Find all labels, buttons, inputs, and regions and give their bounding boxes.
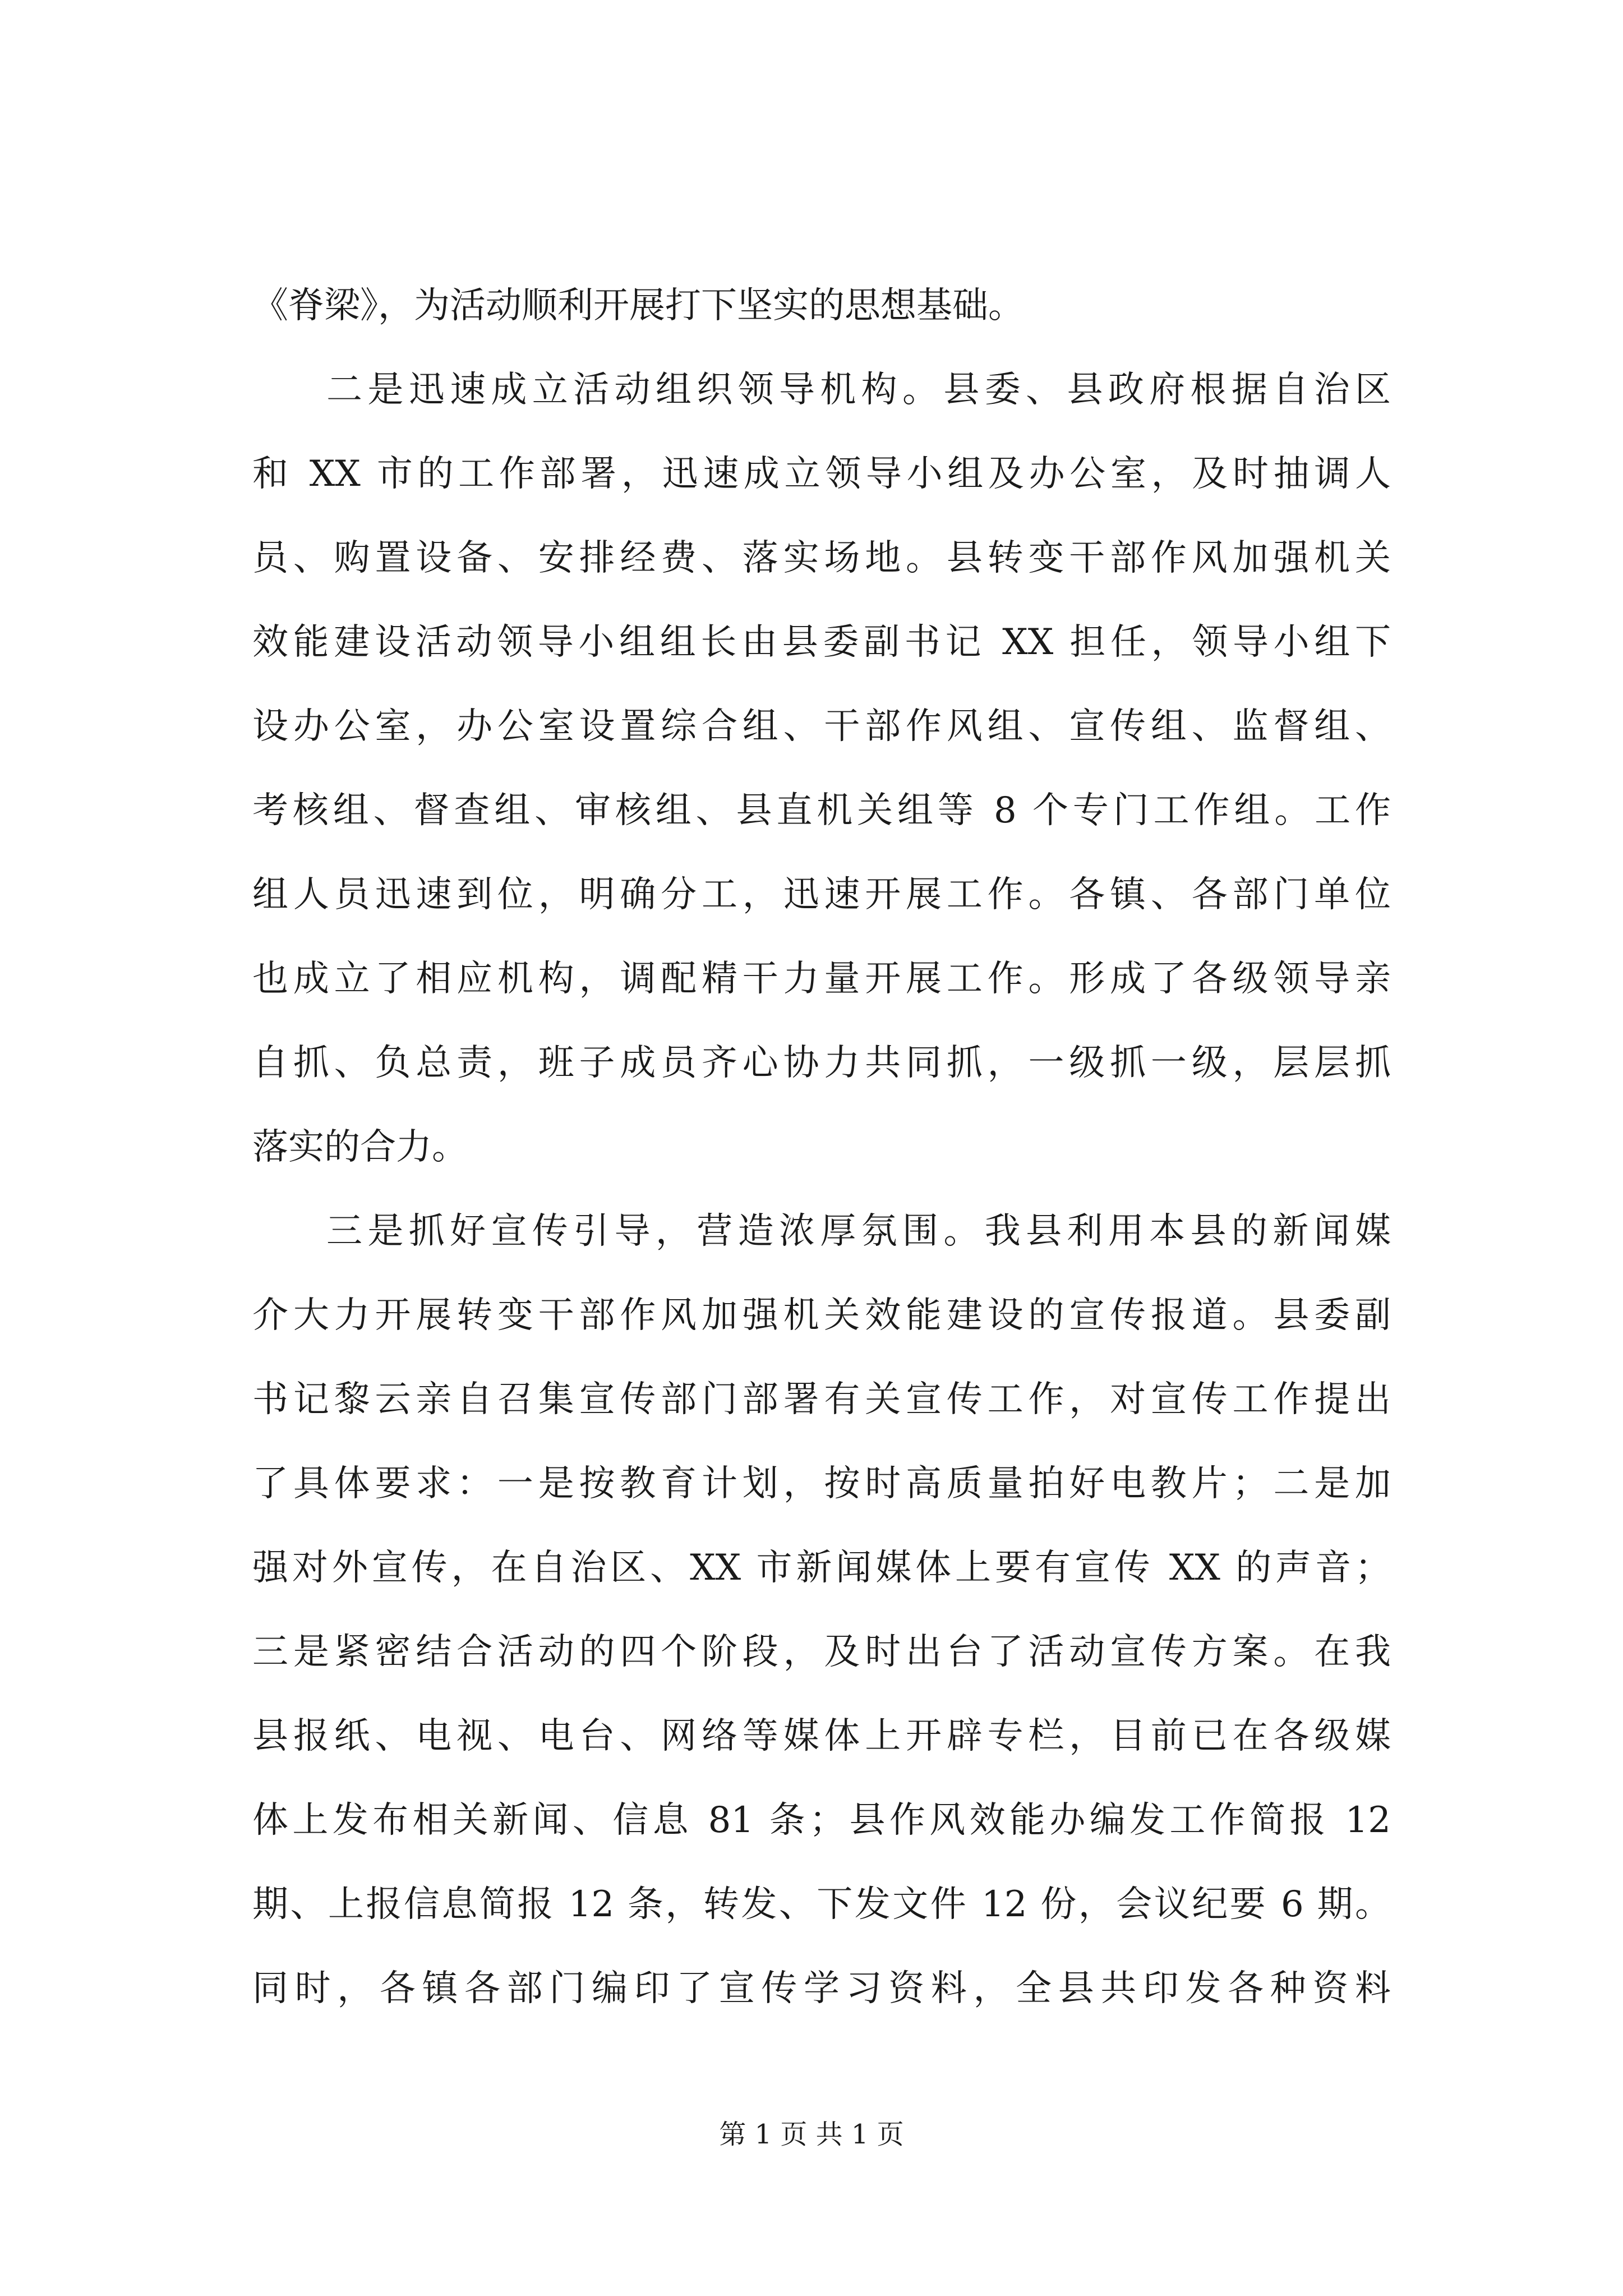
document-body bbox=[252, 264, 1391, 2031]
paragraph-first-line: 三是抓好宣传引导，营造浓厚氛围。我县利用本县的新闻媒 bbox=[326, 1211, 1391, 1252]
text-line: 体上发布相关新闻、信息 81 条；县作风效能办编发工作简报 12 bbox=[252, 1800, 1391, 1841]
text-line: 也成立了相应机构，调配精干力量开展工作。形成了各级领导亲 bbox=[252, 958, 1391, 1000]
text-line: 落实的合力。 bbox=[252, 1126, 468, 1168]
text-line: 期、上报信息简报 12 条，转发、下发文件 12 份，会议纪要 6 期。 bbox=[252, 1884, 1391, 1925]
text-line: 组人员迅速到位，明确分工，迅速开展工作。各镇、各部门单位 bbox=[252, 874, 1391, 915]
text-line: 《脊梁》，为活动顺利开展打下坚实的思想基础。 bbox=[252, 285, 1024, 326]
text-line: 县报纸、电视、电台、网络等媒体上开辟专栏，目前已在各级媒 bbox=[252, 1715, 1391, 1757]
text-line: 和 XX 市的工作部署，迅速成立领导小组及办公室，及时抽调人 bbox=[252, 453, 1391, 495]
text-line: 介大力开展转变干部作风加强机关效能建设的宣传报道。县委副 bbox=[252, 1295, 1391, 1336]
text-line: 强对外宣传，在自治区、XX 市新闻媒体上要有宣传 XX 的声音； bbox=[252, 1547, 1391, 1589]
text-line: 了具体要求：一是按教育计划，按时高质量拍好电教片；二是加 bbox=[252, 1463, 1391, 1504]
text-line: 设办公室，办公室设置综合组、干部作风组、宣传组、监督组、 bbox=[252, 706, 1391, 747]
text-line: 员、购置设备、安排经费、落实场地。县转变干部作风加强机关 bbox=[252, 537, 1391, 579]
paragraph-first-line: 二是迅速成立活动组织领导机构。县委、县政府根据自治区 bbox=[326, 369, 1391, 411]
text-line: 自抓、负总责，班子成员齐心协力共同抓，一级抓一级，层层抓 bbox=[252, 1042, 1391, 1084]
text-line: 三是紧密结合活动的四个阶段，及时出台了活动宣传方案。在我 bbox=[252, 1631, 1391, 1673]
text-line: 考核组、督查组、审核组、县直机关组等 8 个专门工作组。工作 bbox=[252, 790, 1391, 831]
text-line: 同时，各镇各部门编印了宣传学习资料，全县共印发各种资料 bbox=[252, 1968, 1391, 2009]
page-footer: 第 1 页 共 1 页 bbox=[719, 2119, 904, 2150]
text-line: 效能建设活动领导小组组长由县委副书记 XX 担任，领导小组下 bbox=[252, 622, 1391, 663]
text-line: 书记黎云亲自召集宣传部门部署有关宣传工作，对宣传工作提出 bbox=[252, 1379, 1391, 1420]
